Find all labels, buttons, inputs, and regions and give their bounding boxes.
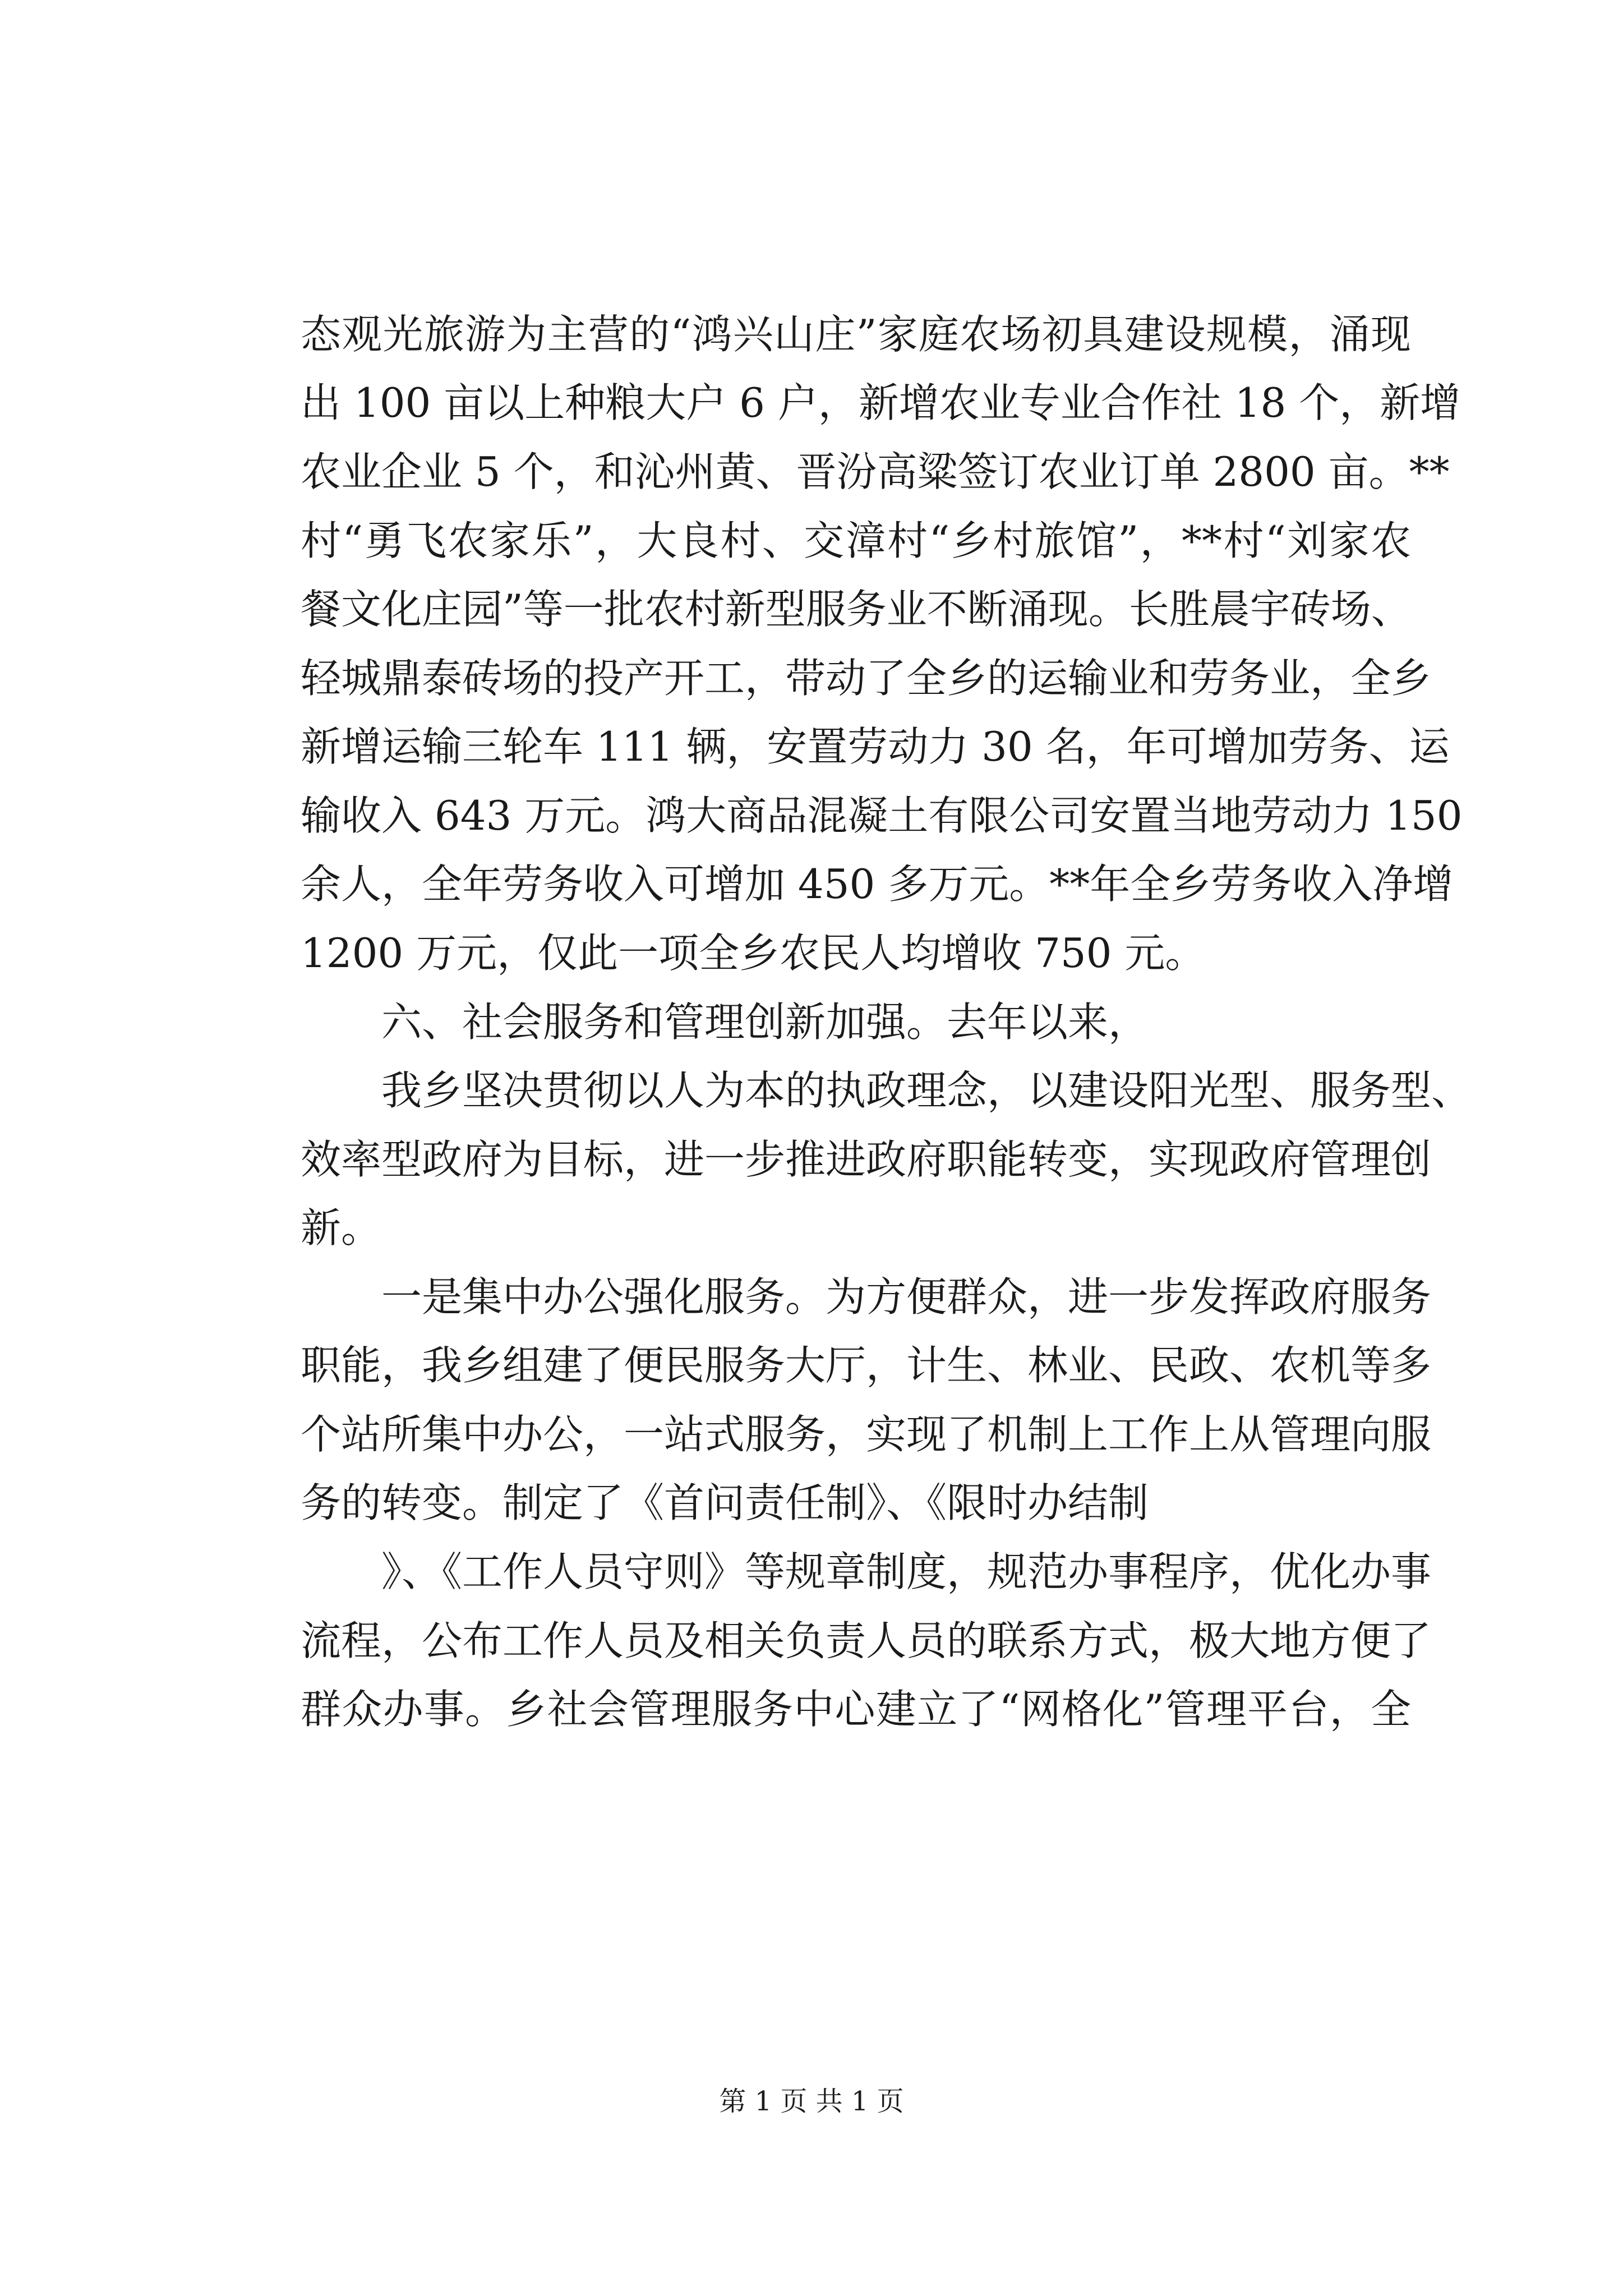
body-line-16: 职能，我乡组建了便民服务大厅，计生、林业、民政、农机等多 [301, 1342, 1432, 1389]
body-line-17: 个站所集中办公，一站式服务，实现了机制上工作上从管理向服 [301, 1411, 1432, 1458]
body-line-1: 态观光旅游为主营的“鸿兴山庄”家庭农场初具建设规模，涌现 [301, 311, 1411, 358]
body-line-9: 余人，全年劳务收入可增加 450 多万元。**年全乡劳务收入净增 [301, 861, 1454, 908]
body-line-18: 务的转变。制定了《首问责任制》、《限时办结制 [301, 1479, 1149, 1526]
body-line-19: 》、《工作人员守则》等规章制度，规范办事程序，优化办事 [381, 1548, 1432, 1595]
body-line-20: 流程，公布工作人员及相关负责人员的联系方式，极大地方便了 [301, 1617, 1432, 1664]
body-line-6: 轻城鼎泰砖场的投产开工，带动了全乡的运输业和劳务业，全乡 [301, 655, 1432, 702]
body-line-2: 出 100 亩以上种粮大户 6 户，新增农业专业合作社 18 个，新增 [301, 379, 1461, 426]
body-line-4: 村“勇飞农家乐”，大良村、交漳村“乡村旅馆”，**村“刘家农 [301, 517, 1411, 564]
body-line-5: 餐文化庄园”等一批农村新型服务业不断涌现。长胜晨宇砖场、 [301, 586, 1412, 633]
body-line-10: 1200 万元，仅此一项全乡农民人均增收 750 元。 [301, 930, 1206, 977]
body-line-15: 一是集中办公强化服务。为方便群众，进一步发挥政府服务 [381, 1273, 1432, 1320]
body-line-21: 群众办事。乡社会管理服务中心建立了“网格化”管理平台，全 [301, 1686, 1411, 1733]
body-line-14: 新。 [301, 1204, 382, 1251]
page-footer: 第 1 页 共 1 页 [719, 2086, 904, 2117]
body-line-13: 效率型政府为目标，进一步推进政府职能转变，实现政府管理创 [301, 1136, 1432, 1183]
body-line-7: 新增运输三轮车 111 辆，安置劳动力 30 名，年可增加劳务、运 [301, 723, 1450, 770]
body-line-8: 输收入 643 万元。鸿大商品混凝土有限公司安置当地劳动力 150 [301, 792, 1463, 839]
body-line-3: 农业企业 5 个，和沁州黄、晋汾高粱签订农业订单 2800 亩。** [301, 448, 1450, 495]
section-heading-six: 六、社会服务和管理创新加强。去年以来， [381, 999, 1149, 1046]
body-line-12: 我乡坚决贯彻以人为本的执政理念，以建设阳光型、服务型、 [381, 1067, 1472, 1114]
